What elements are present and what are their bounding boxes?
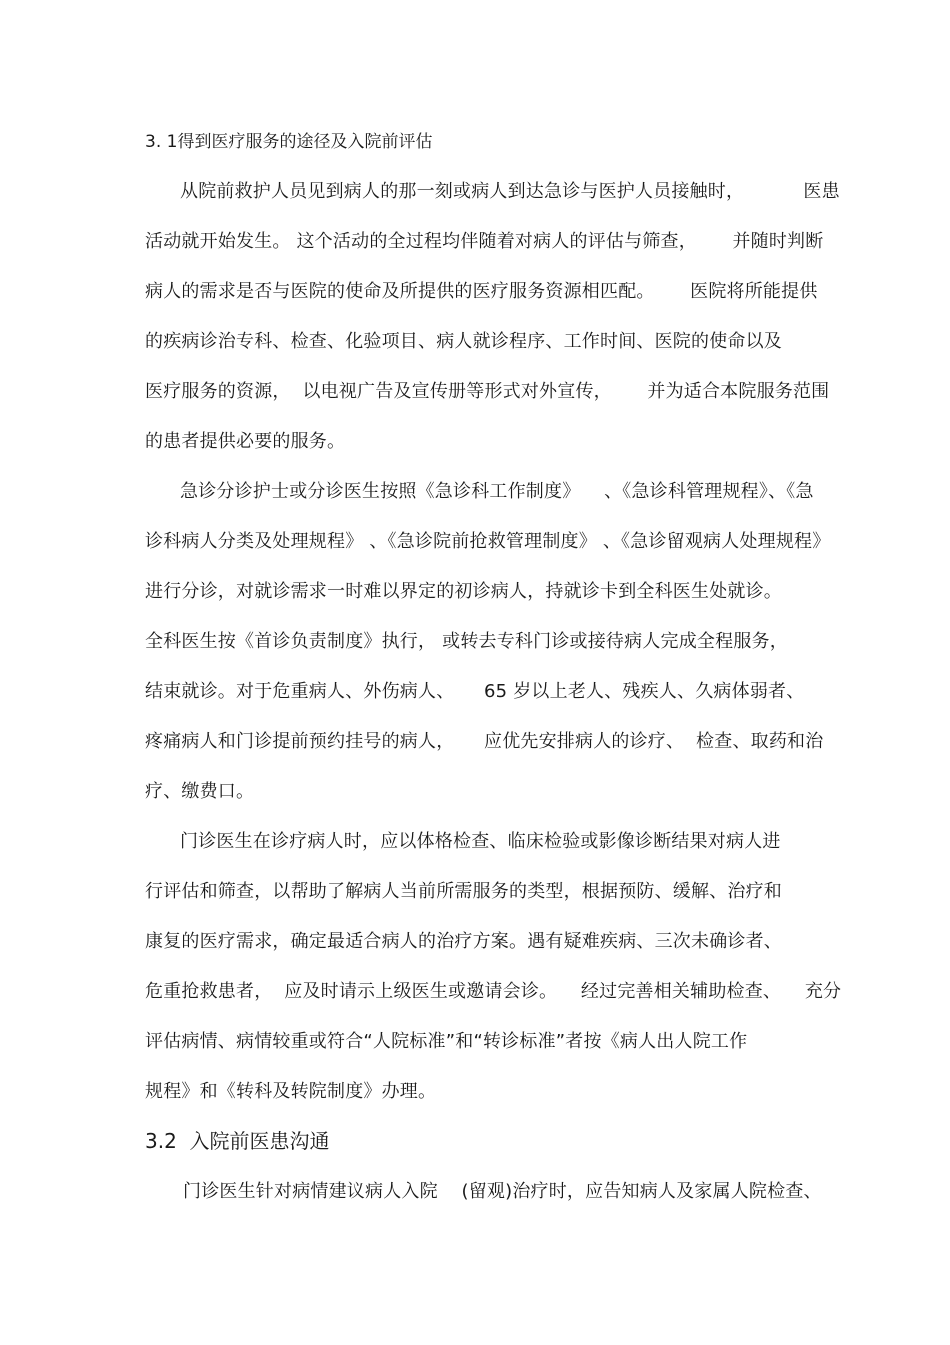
paragraph-line: 疼痛病人和门诊提前预约挂号的病人， 应优先安排病人的诊疗、 检查、取药和治 (145, 731, 824, 752)
section-3-2-heading: 3.2 入院前医患沟通 (145, 1129, 330, 1153)
paragraph-line: 的疾病诊治专科、检查、化验项目、病人就诊程序、工作时间、医院的使命以及 (145, 331, 782, 352)
paragraph-line: 评估病情、病情较重或符合“人院标准”和“转诊标准”者按《病人出人院工作 (145, 1031, 748, 1052)
paragraph-line: 门诊医生在诊疗病人时，应以体格检查、临床检验或影像诊断结果对病人进 (180, 831, 781, 852)
paragraph-line: 诊科病人分类及处理规程》 、《急诊院前抢救管理制度》 、《急诊留观病人处理规程》 (145, 531, 831, 552)
paragraph-line: 危重抢救患者， 应及时请示上级医生或邀请会诊。 经过完善相关辅助检查、 充分 (145, 981, 842, 1002)
section-3-1-heading: 3. 1得到医疗服务的途径及入院前评估 (145, 132, 433, 152)
paragraph-line: 规程》和《转科及转院制度》办理。 (145, 1081, 437, 1102)
paragraph-line: 结束就诊。对于危重病人、外伤病人、 65 岁以上老人、残疾人、久病体弱者、 (145, 681, 805, 702)
paragraph-line: 进行分诊，对就诊需求一时难以界定的初诊病人，持就诊卡到全科医生处就诊。 (145, 581, 782, 602)
paragraph-line: 活动就开始发生。 这个活动的全过程均伴随着对病人的评估与筛查， 并随时判断 (145, 231, 824, 252)
paragraph-line: 病人的需求是否与医院的使命及所提供的医疗服务资源相匹配。 医院将所能提供 (145, 281, 818, 302)
paragraph-line: 全科医生按《首诊负责制度》执行， 或转去专科门诊或接待病人完成全程服务， (145, 631, 788, 652)
paragraph-line: 门诊医生针对病情建议病人入院 (留观)治疗时，应告知病人及家属人院检查、 (183, 1181, 822, 1202)
paragraph-line: 疗、缴费口。 (145, 781, 255, 802)
paragraph-line: 从院前救护人员见到病人的那一刻或病人到达急诊与医护人员接触时， 医患 (180, 181, 840, 202)
paragraph-line: 急诊分诊护士或分诊医生按照《急诊科工作制度》 、《急诊科管理规程》、《急 (180, 481, 814, 502)
paragraph-line: 的患者提供必要的服务。 (145, 431, 346, 452)
paragraph-line: 医疗服务的资源， 以电视广告及宣传册等形式对外宣传， 并为适合本院服务范围 (145, 381, 830, 402)
paragraph-line: 康复的医疗需求，确定最适合病人的治疗方案。遇有疑难疾病、三次未确诊者、 (145, 931, 782, 952)
paragraph-line: 行评估和筛查，以帮助了解病人当前所需服务的类型，根据预防、缓解、治疗和 (145, 881, 782, 902)
